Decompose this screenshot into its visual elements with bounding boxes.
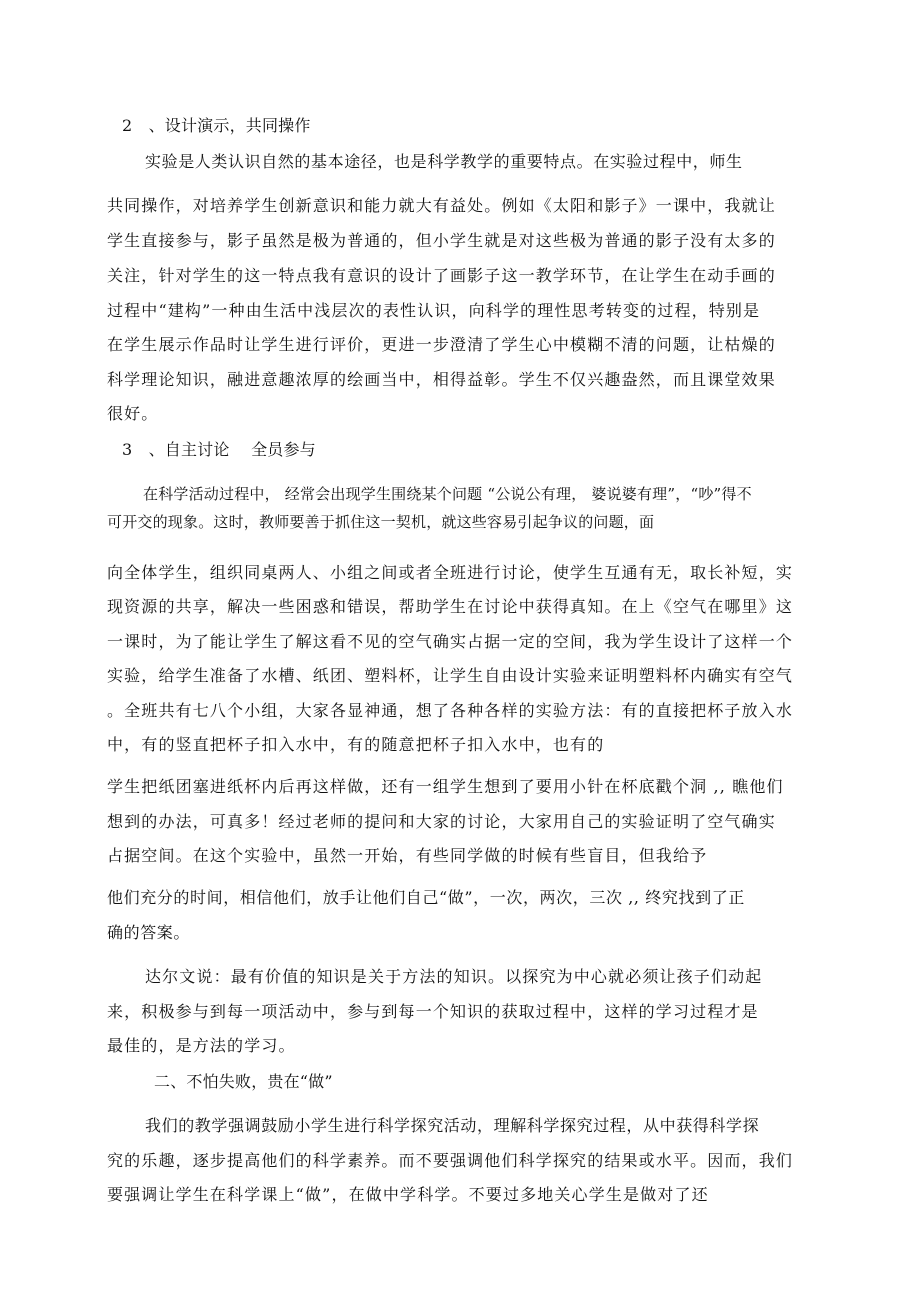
text-line: 究的乐趣，逐步提高他们的科学素养。而不要强调他们科学探究的结果或水平。因而，我们 bbox=[107, 1151, 794, 1170]
text-line: 要强调让学生在科学课上“做”，在做中学科学。不要过多地关心学生是做对了还 bbox=[107, 1185, 709, 1204]
section-heading-2: 2 、设计演示，共同操作 bbox=[122, 116, 311, 135]
text-line: 现资源的共享，解决一些困惑和错误，帮助学生在讨论中获得真知。在上《空气在哪里》这 bbox=[107, 597, 794, 616]
text-line: 共同操作，对培养学生创新意识和能力就大有益处。例如《太阳和影子》一课中，我就让 bbox=[107, 196, 776, 215]
text-line: 在科学活动过程中， 经常会出现学生围绕某个问题 “公说公有理， 婆说婆有理”，“吵”得不 bbox=[143, 485, 752, 503]
text-line: 确的答案。 bbox=[107, 923, 191, 942]
text-line: 在学生展示作品时让学生进行评价，更进一步澄清了学生心中模糊不清的问题，让枯燥的 bbox=[107, 335, 776, 354]
text-line: 他们充分的时间，相信他们，放手让他们自己“做”，一次，两次，三次 ,, 终究找到了正 bbox=[107, 888, 745, 907]
text-line: 科学理论知识，融进意趣浓厚的绘画当中，相得益彰。学生不仅兴趣盎然，而且课堂效果 bbox=[107, 370, 776, 389]
text-line: 学生把纸团塞进纸杯内后再这样做，还有一组学生想到了要用小针在杯底戳个洞 ,, 瞧他们 bbox=[107, 777, 784, 796]
text-line: 我们的教学强调鼓励小学生进行科学探究活动，理解科学探究过程，从中获得科学探 bbox=[145, 1116, 760, 1135]
text-line: 实验，给学生准备了水槽、纸团、塑料杯，让学生自由设计实验来证明塑料杯内确实有空气 bbox=[107, 666, 794, 685]
text-line: 过程中“建构”一种由生活中浅层次的表性认识，向科学的理性思考转变的过程，特别是 bbox=[107, 301, 761, 320]
text-line: 想到的办法，可真多！经过老师的提问和大家的讨论，大家用自己的实验证明了空气确实 bbox=[107, 812, 776, 831]
text-line: 很好。 bbox=[107, 404, 159, 423]
text-line: 一课时，为了能让学生了解这看不见的空气确实占据一定的空间，我为学生设计了这样一个 bbox=[107, 632, 794, 651]
text-line: 占据空间。在这个实验中，虽然一开始，有些同学做的时候有些盲目，但我给予 bbox=[107, 846, 708, 865]
text-line: 关注，针对学生的这一特点我有意识的设计了画影子这一教学环节，在让学生在动手画的 bbox=[107, 266, 776, 285]
text-line: 最佳的，是方法的学习。 bbox=[107, 1036, 296, 1055]
text-line: 中，有的竖直把杯子扣入水中，有的随意把杯子扣入水中，也有的 bbox=[107, 735, 605, 754]
text-line: 向全体学生，组织同桌两人、小组之间或者全班进行讨论，使学生互通有无，取长补短，实 bbox=[107, 563, 794, 582]
text-line: 来，积极参与到每一项活动中，参与到每一个知识的获取过程中，这样的学习过程才是 bbox=[107, 1002, 759, 1021]
text-line: 可开交的现象。这时，教师要善于抓住这一契机，就这些容易引起争议的问题，面 bbox=[107, 513, 655, 531]
text-line: 实验是人类认识自然的基本途径，也是科学教学的重要特点。在实验过程中，师生 bbox=[145, 152, 743, 171]
text-line: 学生直接参与，影子虽然是极为普通的，但小学生就是对这些极为普通的影子没有太多的 bbox=[107, 231, 776, 250]
section-heading-two: 二、不怕失败，贵在“做” bbox=[154, 1072, 333, 1091]
section-heading-3: 3 、自主讨论 全员参与 bbox=[122, 440, 316, 459]
text-line: 达尔文说：最有价值的知识是关于方法的知识。以探究为中心就必须让孩子们动起 bbox=[145, 967, 763, 986]
text-line: 。全班共有七八个小组，大家各显神通，想了各种各样的实验方法：有的直接把杯子放入水 bbox=[107, 701, 794, 720]
